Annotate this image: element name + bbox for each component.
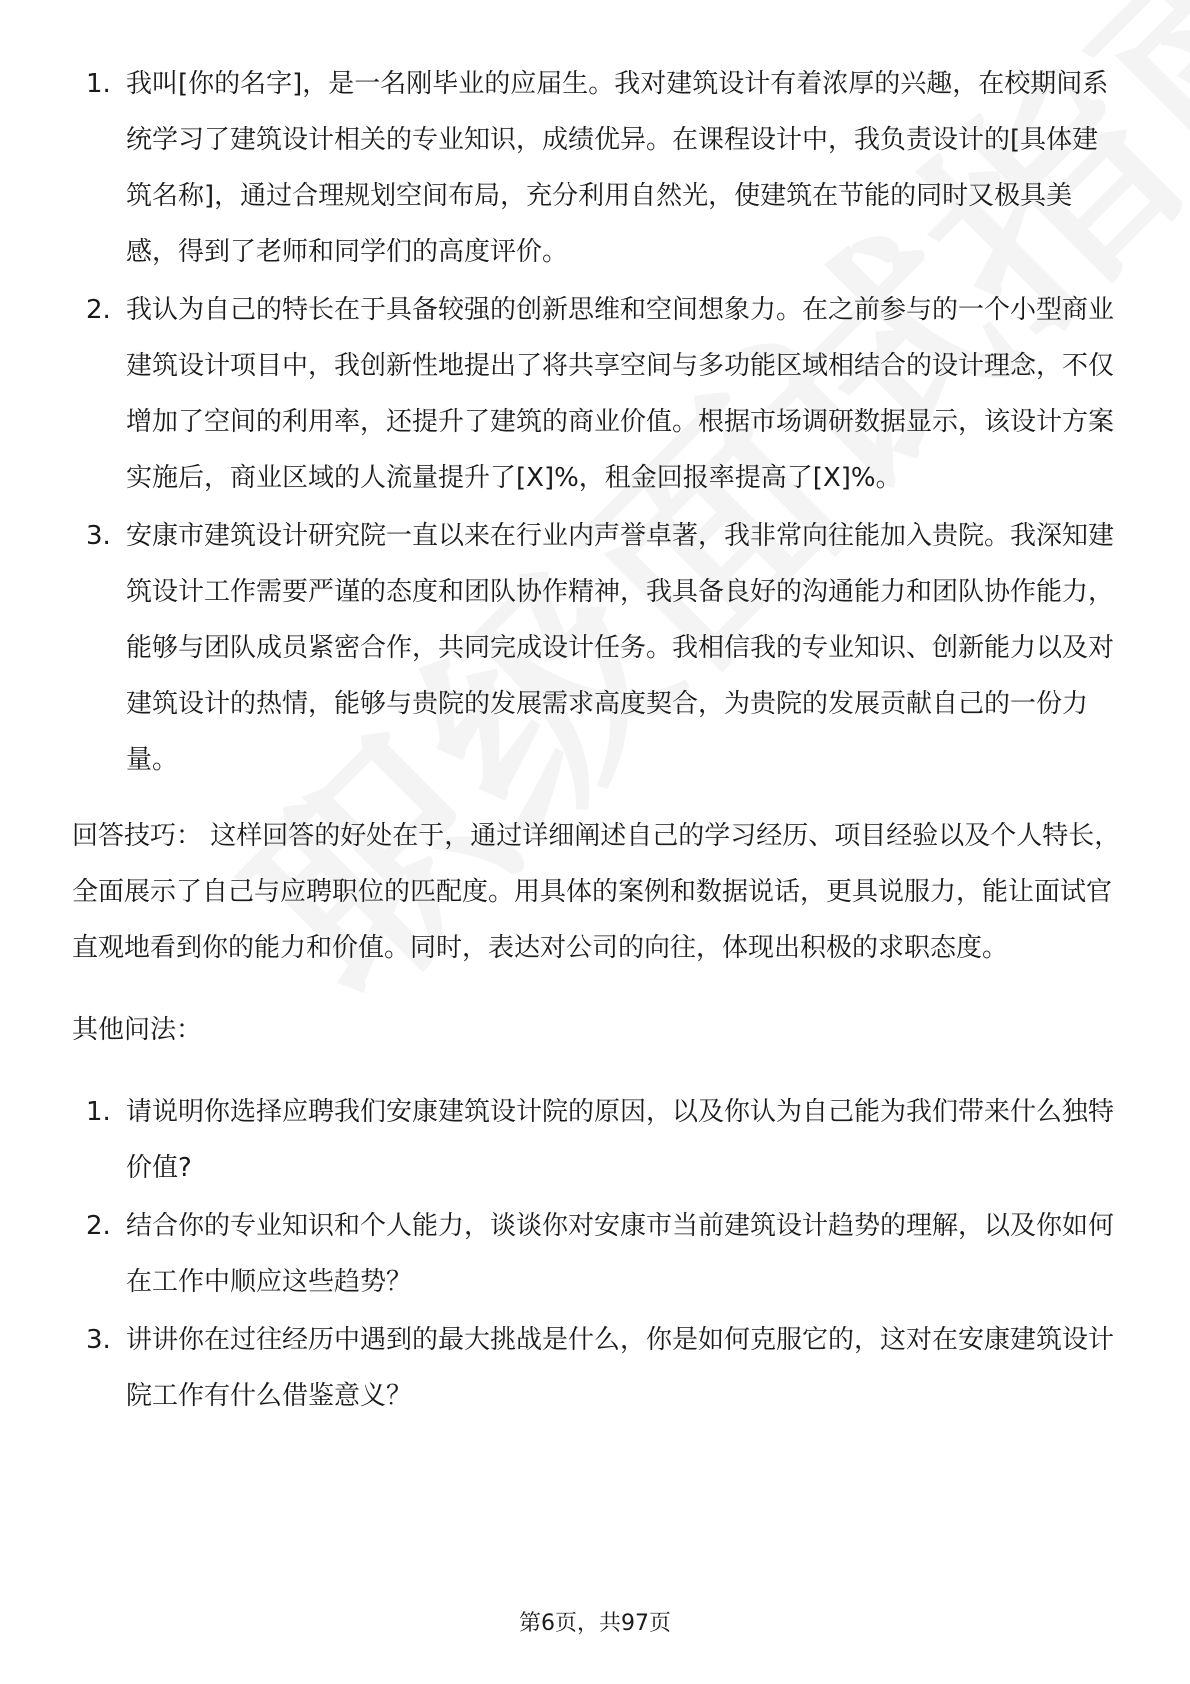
list-number: 2. xyxy=(86,295,111,325)
list-item xyxy=(72,508,1122,788)
list-number: 1. xyxy=(86,69,111,99)
list-number: 3. xyxy=(86,1325,111,1355)
list-item xyxy=(72,56,1122,280)
list-text: 我认为自己的特长在于具备较强的创新思维和空间想象力。在之前参与的一个小型商业建筑设计项目中，我创新性地提出了将共享空间与多功能区域相结合的设计理念，不仅增加了空间的利用率，还提升了建筑的商业价值。根据市场调研数据显示，该设计方案实施后，商业区域的人流量提升了[X]%，租金回报率提高了[X]%。 xyxy=(126,295,1115,493)
list-item xyxy=(72,1312,1122,1424)
list-item xyxy=(72,1084,1122,1196)
list-text: 结合你的专业知识和个人能力，谈谈你对安康市当前建筑设计趋势的理解，以及你如何在工作中顺应这些趋势？ xyxy=(126,1211,1115,1297)
list-item xyxy=(72,1198,1122,1310)
document-body xyxy=(72,56,1122,1426)
list-text: 请说明你选择应聘我们安康建筑设计院的原因，以及你认为自己能为我们带来什么独特价值? xyxy=(126,1097,1115,1183)
list-text: 安康市建筑设计研究院一直以来在行业内声誉卓著，我非常向往能加入贵院。我深知建筑设计工作需要严谨的态度和团队协作精神，我具备良好的沟通能力和团队协作能力，能够与团队成员紧密合作，共同完成设计任务。我相信我的专业知识、创新能力以及对建筑设计的热情，能够与贵院的发展需求高度契合，为贵院的发展贡献自己的一份力量。 xyxy=(126,521,1115,775)
list-item xyxy=(72,282,1122,506)
other-questions-list xyxy=(72,1084,1122,1424)
answer-tip-paragraph: 回答技巧： 这样回答的好处在于，通过详细阐述自己的学习经历、项目经验以及个人特长，全面展示了自己与应聘职位的匹配度。用具体的案例和数据说话，更具说服力，能让面试官直观地看到你的能力和价值。同时，表达对公司的向往，体现出积极的求职态度。 xyxy=(72,821,1121,963)
page-number-footer: 第6页，共97页 xyxy=(519,1611,671,1636)
other-questions-heading: 其他问法： xyxy=(72,1015,203,1045)
list-number: 3. xyxy=(86,521,111,551)
list-number: 2. xyxy=(86,1211,111,1241)
list-text: 讲讲你在过往经历中遇到的最大挑战是什么，你是如何克服它的，这对在安康建筑设计院工作有什么借鉴意义？ xyxy=(126,1325,1115,1411)
list-number: 1. xyxy=(86,1097,111,1127)
list-text: 我叫[你的名字]，是一名刚毕业的应届生。我对建筑设计有着浓厚的兴趣，在校期间系统学习了建筑设计相关的专业知识，成绩优异。在课程设计中，我负责设计的[具体建筑名称]，通过合理规划空间布局，充分利用自然光，使建筑在节能的同时又极具美感，得到了老师和同学们的高度评价。 xyxy=(126,69,1109,267)
answer-list xyxy=(72,56,1122,788)
